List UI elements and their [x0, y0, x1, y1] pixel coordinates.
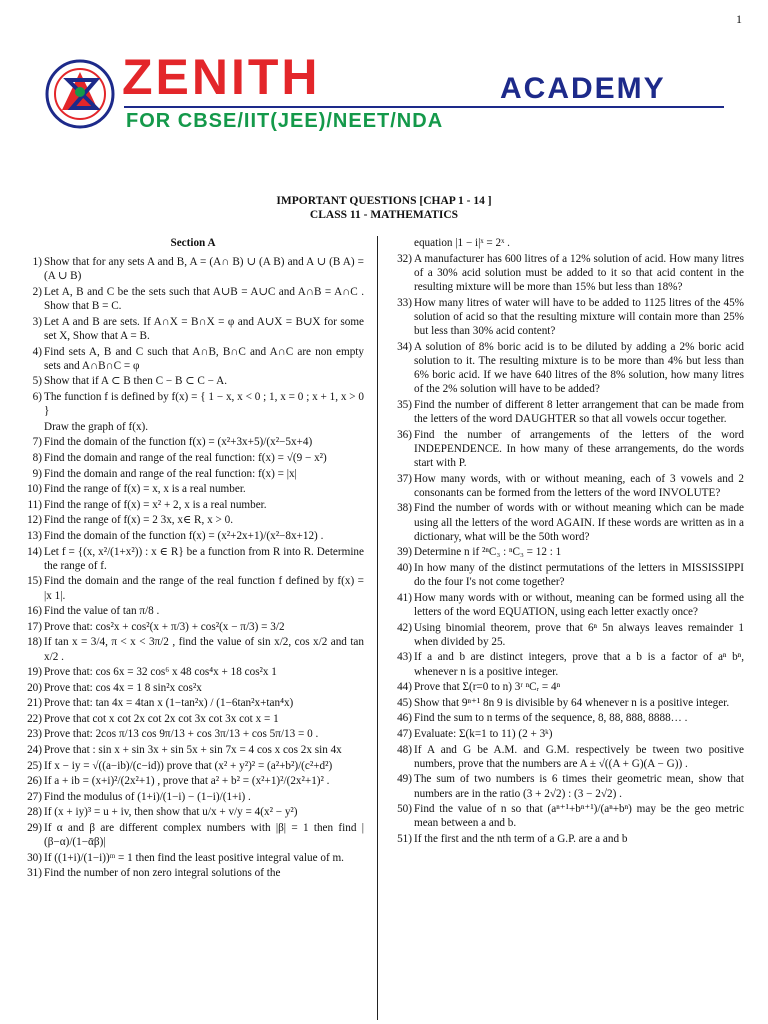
question-item: [22, 529, 364, 543]
question-number: 42): [397, 621, 412, 634]
question-number: 50): [397, 803, 412, 816]
question-text: Draw the graph of f(x).: [44, 420, 149, 433]
question-number: 23): [27, 728, 42, 741]
brand-suffix: ACADEMY: [500, 72, 666, 105]
question-text: Prove that: 2cos π/13 cos 9π/13 + cos 3π/13 + cos 5π/13 = 0 .: [44, 728, 319, 741]
question-item: [22, 727, 364, 741]
question-text: Prove that: cos 6x = 32 cos⁶ x 48 cos⁴x + 18 cos²x 1: [44, 666, 277, 679]
question-text: Find the value of n so that (aⁿ⁺¹+bⁿ⁺¹)/(aⁿ+bⁿ) may be the geo metric mean between a and b.: [414, 803, 744, 830]
question-number: 6): [32, 390, 42, 403]
question-text: equation |1 − i|ˣ = 2ˣ .: [414, 237, 510, 249]
question-number: 22): [27, 712, 42, 725]
question-text: If tan x = 3/4, π < x < 3π/2 , find the value of sin x/2, cos x/2 and tan x/2 .: [44, 636, 364, 663]
question-number: 38): [397, 502, 412, 515]
question-item: [22, 604, 364, 618]
question-number: 29): [27, 822, 42, 835]
section-title: Section A: [170, 237, 216, 249]
question-number: 45): [397, 696, 412, 709]
question-text: Find the number of words with or without meaning which can be made using all the letters of the word AGAIN. If these words are written as in a dictionary, what will be the 50th word?: [414, 502, 744, 543]
question-number: 7): [32, 436, 42, 449]
question-number: 13): [27, 529, 42, 542]
question-text: Let A, B and C be the sets such that A∪B = A∪C and A∩B = A∩C . Show that B = C.: [44, 286, 364, 313]
question-number: 51): [397, 832, 412, 845]
question-number: 17): [27, 620, 42, 633]
question-item: [392, 680, 744, 694]
question-number: 36): [397, 428, 412, 441]
question-text: Let f = {(x, x²/(1+x²)) : x ∈ R} be a function from R into R. Determine the range of f.: [44, 545, 364, 572]
question-item: [392, 711, 744, 725]
question-text: If A and G be A.M. and G.M. respectively be tween two positive numbers, prove that the numbers are A ± √((A + G)(A − G)) .: [414, 743, 744, 770]
question-text: Prove that: tan 4x = 4tan x (1−tan²x) / (1−6tan²x+tan⁴x): [44, 697, 294, 710]
question-item: [392, 743, 744, 771]
zenith-logo: [44, 58, 116, 130]
question-text: Find the range of f(x) = 2 3x, x∈ R, x > 0.: [44, 514, 233, 527]
banner-rule: [124, 106, 724, 108]
question-number: 21): [27, 697, 42, 710]
question-text: If α and β are different complex numbers with |β| = 1 then find |(β−α)/(1−ᾱβ)|: [44, 822, 364, 849]
question-number: 18): [27, 636, 42, 649]
question-item: [392, 696, 744, 710]
question-number: 5): [32, 375, 42, 388]
question-text: Evaluate: Σ(k=1 to 11) (2 + 3ᵏ): [414, 727, 553, 740]
question-item: [22, 681, 364, 695]
question-item: [392, 727, 744, 741]
question-text: In how many of the distinct permutations of the letters in MISSISSIPPI do the four I's not come together?: [414, 561, 744, 589]
question-item: [392, 802, 744, 830]
question-number: 39): [397, 546, 412, 559]
question-item: [392, 561, 744, 589]
brand-name: ZENITH: [122, 49, 321, 105]
question-text: Find the domain and the range of the real function f defined by f(x) = |x 1|.: [44, 575, 364, 602]
question-text: If (x + iy)³ = u + iv, then show that u/x + v/y = 4(x² − y²): [44, 806, 298, 819]
question-text: Find sets A, B and C such that A∩B, B∩C and A∩C are non empty sets and A∩B∩C = φ: [44, 345, 364, 372]
question-number: 49): [397, 773, 412, 786]
question-continuation: [392, 236, 744, 250]
question-text: If the first and the nth term of a G.P. are a and b: [414, 832, 628, 845]
question-item: [22, 374, 364, 388]
question-item: [392, 772, 744, 800]
question-number: 43): [397, 651, 412, 664]
question-number: 41): [397, 591, 412, 604]
question-text: Find the range of f(x) = x² + 2, x is a real number.: [44, 498, 267, 511]
question-text: Show that 9ⁿ⁺¹ 8n 9 is divisible by 64 whenever n is a positive integer.: [414, 696, 730, 709]
question-item: [392, 501, 744, 544]
question-item: [22, 774, 364, 788]
question-item: [22, 513, 364, 527]
question-number: 47): [397, 727, 412, 740]
question-item: [22, 390, 364, 418]
question-number: 40): [397, 561, 412, 574]
question-text: Find the value of tan π/8 .: [44, 605, 160, 618]
heading-line-1: IMPORTANT QUESTIONS [CHAP 1 - 14 ]: [276, 195, 492, 207]
question-item: [22, 805, 364, 819]
question-text: Find the number of non zero integral solutions of the: [44, 867, 281, 880]
question-text: Prove that cot x cot 2x cot 2x cot 3x cot 3x cot x = 1: [44, 712, 279, 725]
question-text: Find the number of different 8 letter arrangement that can be made from the letters of the word DAUGHTER so that all vowels occur together.: [414, 398, 744, 425]
right-question-list: [392, 236, 744, 846]
question-text: Prove that Σ(r=0 to n) 3ʳ ⁿCᵣ = 4ⁿ: [414, 681, 561, 694]
question-text: If a and b are distinct integers, prove that a b is a factor of aⁿ bⁿ, whenever n is a positive integer.: [414, 651, 744, 678]
left-question-list: [22, 255, 364, 880]
question-text: Show that for any sets A and B, A = (A∩ B) ∪ (A B) and A ∪ (B A) = (A ∪ B): [44, 256, 364, 283]
question-number: 27): [27, 790, 42, 803]
question-text: Find the modulus of (1+i)/(1−i) − (1−i)/(1+i) .: [44, 790, 251, 803]
question-number: 3): [32, 315, 42, 328]
question-item: [22, 467, 364, 481]
question-text: Show that if A ⊂ B then C − B ⊂ C − A.: [44, 375, 228, 388]
question-item: [22, 866, 364, 880]
left-column: [22, 236, 364, 882]
question-number: 1): [32, 256, 42, 269]
question-item: [22, 696, 364, 710]
question-text: Find the number of arrangements of the letters of the word INDEPENDENCE. In how many of these arrangements, do the words start with P.: [414, 428, 744, 469]
question-item: [22, 451, 364, 465]
question-number: 8): [32, 451, 42, 464]
question-item: [392, 428, 744, 471]
question-item: [392, 621, 744, 649]
question-text: Find the domain and range of the real function: f(x) = √(9 − x²): [44, 451, 327, 464]
question-text: A solution of 8% boric acid is to be diluted by adding a 2% boric acid solution to it. The resulting mixture is to be more than 4% but less than 6% boric acid. If we have 640 litres of the 8% solution, how many litres of the 2% solution will have to be added?: [414, 340, 744, 396]
question-text: If a + ib = (x+i)²/(2x²+1) , prove that a² + b² = (x²+1)²/(2x²+1)² .: [44, 775, 330, 788]
question-item: [392, 650, 744, 678]
question-number: 20): [27, 681, 42, 694]
question-item: [22, 482, 364, 496]
question-item: [22, 635, 364, 663]
question-number: 37): [397, 472, 412, 485]
question-number: 4): [32, 345, 42, 358]
question-item: [22, 545, 364, 573]
question-number: 24): [27, 744, 42, 757]
question-text: How many words, with or without meaning, each of 3 vowels and 2 consonants can be formed from the letters of the word INVOLUTE?: [414, 472, 744, 499]
question-item: [22, 255, 364, 283]
question-number: 9): [32, 467, 42, 480]
question-item: [22, 821, 364, 849]
question-text: A manufacturer has 600 litres of a 12% solution of acid. How many litres of a 30% acid solution must be added to it so that acid content in the resulting mixture will be more than 15% but less than 18%?: [414, 252, 744, 293]
page-number: 1: [736, 12, 742, 26]
question-item: [22, 743, 364, 757]
question-text: Prove that: cos 4x = 1 8 sin²x cos²x: [44, 681, 202, 694]
question-text: If ((1+i)/(1−i))ᵐ = 1 then find the least positive integral value of m.: [44, 851, 344, 864]
question-number: 33): [397, 296, 412, 309]
question-item: [22, 620, 364, 634]
question-text: Using binomial theorem, prove that 6ⁿ 5n always leaves remainder 1 when divided by 25.: [414, 621, 744, 648]
question-text: Prove that : sin x + sin 3x + sin 5x + sin 7x = 4 cos x cos 2x sin 4x: [44, 744, 342, 757]
question-text: How many words with or without, meaning can be formed using all the letters of the word EQUATION, using each letter exactly once?: [414, 591, 744, 618]
question-item: [22, 345, 364, 373]
question-number: 25): [27, 759, 42, 772]
question-text: Find the domain of the function f(x) = (x²+3x+5)/(x²−5x+4): [44, 436, 313, 449]
question-text: How many litres of water will have to be added to 1125 litres of the 45% solution of acid so that the resulting mixture will contain more than 25% but less than 30% acid content?: [414, 296, 744, 337]
question-item: [392, 832, 744, 846]
question-item: [22, 759, 364, 773]
question-number: 10): [27, 483, 42, 496]
question-text: The sum of two numbers is 6 times their geometric mean, show that numbers are in the ratio (3 + 2√2) : (3 − 2√2) .: [414, 773, 744, 800]
question-text: The function f is defined by f(x) = { 1 − x, x < 0 ; 1, x = 0 ; x + 1, x > 0 }: [44, 390, 364, 418]
question-item: [22, 665, 364, 679]
question-item: [22, 315, 364, 343]
question-number: 48): [397, 743, 412, 756]
question-item: [392, 340, 744, 397]
heading-line-2: CLASS 11 - MATHEMATICS: [309, 209, 459, 221]
question-number: 28): [27, 806, 42, 819]
question-text: Let A and B are sets. If A∩X = B∩X = φ and A∪X = B∪X for some set X, Show that A = B.: [44, 315, 364, 342]
question-text: Find the sum to n terms of the sequence, 8, 88, 888, 8888… .: [414, 712, 688, 725]
question-text: Find the domain of the function f(x) = (x²+2x+1)/(x²−8x+12) .: [44, 529, 324, 542]
question-item: [22, 498, 364, 512]
question-number: 16): [27, 605, 42, 618]
question-number: 30): [27, 851, 42, 864]
question-number: 44): [397, 681, 412, 694]
question-text: Determine n if ²ⁿC₃ : ⁿC₃ = 12 : 1: [414, 546, 562, 559]
question-item: [22, 285, 364, 313]
question-text: If x − iy = √((a−ib)/(c−id)) prove that (x² + y²)² = (a²+b²)/(c²+d²): [44, 759, 333, 772]
document-heading: [0, 194, 768, 222]
question-item: [392, 545, 744, 559]
question-number: 11): [27, 498, 42, 511]
question-number: 31): [27, 867, 42, 880]
question-text: Find the domain and range of the real function: f(x) = |x|: [44, 467, 297, 480]
question-number: 19): [27, 666, 42, 679]
question-number: 46): [397, 712, 412, 725]
question-number: 26): [27, 775, 42, 788]
question-item: [22, 851, 364, 865]
question-item: [392, 252, 744, 295]
question-number: 15): [27, 575, 42, 588]
question-item: [22, 790, 364, 804]
brand-tagline: FOR CBSE/IIT(JEE)/NEET/NDA: [126, 110, 444, 132]
question-number: 35): [397, 398, 412, 411]
question-item: [22, 574, 364, 602]
question-number: 12): [27, 514, 42, 527]
question-item: [22, 435, 364, 449]
question-item: [392, 472, 744, 500]
question-number: 14): [27, 545, 42, 558]
question-number: 32): [397, 252, 412, 265]
column-divider: [377, 236, 378, 1020]
question-item: [22, 712, 364, 726]
question-item: [392, 591, 744, 619]
right-column: [392, 236, 744, 848]
question-item: [392, 398, 744, 426]
academy-banner: [38, 49, 724, 134]
question-continuation: [22, 420, 364, 434]
question-number: 2): [32, 286, 42, 298]
question-number: 34): [397, 340, 412, 353]
question-text: Find the range of f(x) = x, x is a real number.: [44, 483, 246, 496]
question-item: [392, 296, 744, 339]
question-text: Prove that: cos²x + cos²(x + π/3) + cos²(x − π/3) = 3/2: [44, 620, 285, 633]
